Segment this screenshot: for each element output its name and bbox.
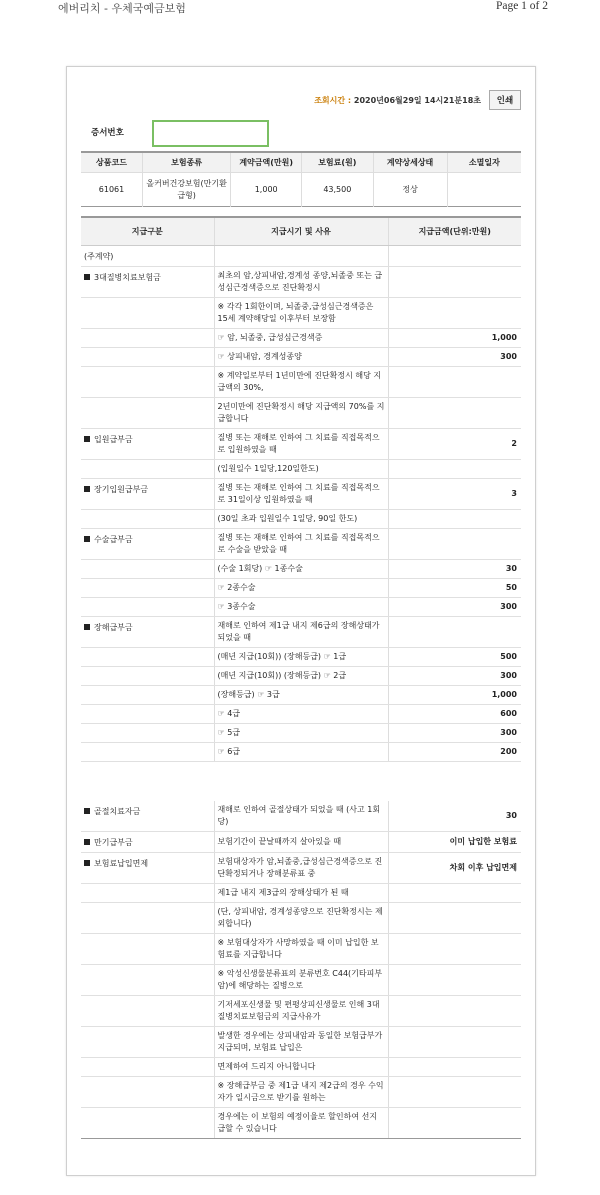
payout-category — [81, 348, 214, 367]
payout-reason: (단, 상피내암, 경계성종양으로 진단확정시는 제외합니다) — [214, 903, 388, 934]
payout-amount: 500 — [388, 648, 521, 667]
payout-row — [81, 329, 521, 348]
payout-category — [81, 1077, 214, 1108]
premium: 43,500 — [302, 173, 373, 207]
payout-row — [81, 724, 521, 743]
payout-reason: 보험대상자가 암,뇌졸중,급성심근경색증으로 진단확정되거나 장해분류표 중 — [214, 853, 388, 884]
col-payout-category: 지급구분 — [81, 217, 214, 246]
payout-row — [81, 934, 521, 965]
payout-amount: 300 — [388, 667, 521, 686]
payout-reason — [214, 246, 388, 267]
payout-amount — [388, 903, 521, 934]
payout-category — [81, 429, 214, 460]
payout-category-label: 보험료납입면제 — [94, 859, 149, 868]
certificate-row — [81, 119, 521, 149]
payout-amount — [388, 617, 521, 648]
payout-reason: (수술 1회당) ☞ 1종수술 — [214, 560, 388, 579]
payout-amount: 200 — [388, 743, 521, 762]
payout-amount — [388, 298, 521, 329]
payout-amount — [388, 884, 521, 903]
payout-table-continued — [81, 801, 521, 1139]
print-header-title: 에버리치 - 우체국예금보험 — [58, 2, 186, 15]
payout-category — [81, 965, 214, 996]
payout-reason: ☞ 3종수술 — [214, 598, 388, 617]
payout-category-label: 골절치료자금 — [94, 807, 141, 816]
payout-amount: 50 — [388, 579, 521, 598]
payout-category — [81, 686, 214, 705]
expiry-date — [447, 173, 521, 207]
payout-reason: ☞ 상피내암, 경계성종양 — [214, 348, 388, 367]
payout-amount: 600 — [388, 705, 521, 724]
payout-category — [81, 934, 214, 965]
payout-category — [81, 398, 214, 429]
payout-reason: ☞ 5급 — [214, 724, 388, 743]
payout-amount — [388, 1108, 521, 1139]
payout-category — [81, 801, 214, 832]
payout-category — [81, 667, 214, 686]
payout-reason: 경우에는 이 보험의 예정이율로 할인하여 선지급할 수 있습니다 — [214, 1108, 388, 1139]
payout-row — [81, 367, 521, 398]
payout-row — [81, 460, 521, 479]
payout-reason: ※ 보험대상자가 사망하였을 때 이미 납입한 보험료를 지급합니다 — [214, 934, 388, 965]
inquiry-time-value: 2020년06월29일 14시21분18초 — [353, 96, 481, 105]
payout-reason: 재해로 인하여 골절상태가 되었을 때 (사고 1회당) — [214, 801, 388, 832]
payout-category — [81, 903, 214, 934]
payout-reason: 2년미만에 진단확정시 해당 지급액의 70%를 지급합니다 — [214, 398, 388, 429]
square-bullet-icon — [84, 536, 90, 542]
col-contract-amount: 계약금액(만원) — [231, 152, 302, 173]
payout-category-label: 3대질병치료보험금 — [94, 273, 161, 282]
payout-row — [81, 965, 521, 996]
payout-category — [81, 1027, 214, 1058]
payout-reason: (입원일수 1일당,120일한도) — [214, 460, 388, 479]
payout-reason: 재해로 인하여 제1급 내지 제6급의 장해상태가 되었을 때 — [214, 617, 388, 648]
square-bullet-icon — [84, 624, 90, 630]
payout-row — [81, 398, 521, 429]
payout-row — [81, 1077, 521, 1108]
payout-row — [81, 429, 521, 460]
col-payout-reason: 지급시기 및 사유 — [214, 217, 388, 246]
payout-amount: 3 — [388, 479, 521, 510]
payout-reason: 보험기간이 끝날때까지 살아있을 때 — [214, 832, 388, 853]
payout-row — [81, 246, 521, 267]
payout-category — [81, 579, 214, 598]
payout-category — [81, 460, 214, 479]
payout-category — [81, 743, 214, 762]
payout-amount: 300 — [388, 724, 521, 743]
payout-row — [81, 479, 521, 510]
payout-reason: ☞ 암, 뇌졸중, 급성심근경색증 — [214, 329, 388, 348]
payout-amount — [388, 398, 521, 429]
payout-reason: ☞ 2종수술 — [214, 579, 388, 598]
payout-category — [81, 617, 214, 648]
square-bullet-icon — [84, 436, 90, 442]
payout-category — [81, 853, 214, 884]
col-product-code: 상품코드 — [81, 152, 143, 173]
product-table-header — [81, 152, 521, 173]
square-bullet-icon — [84, 860, 90, 866]
product-code: 61061 — [98, 184, 125, 194]
payout-row — [81, 510, 521, 529]
col-insurance-type: 보험종류 — [143, 152, 231, 173]
payout-amount — [388, 965, 521, 996]
inquiry-time — [314, 95, 481, 106]
payout-row — [81, 617, 521, 648]
payout-row — [81, 648, 521, 667]
payout-category — [81, 479, 214, 510]
payout-reason: 면제하여 드리지 아니합니다 — [214, 1058, 388, 1077]
payout-reason: 기저세포신생물 및 편평상피신생물로 인해 3대질병치료보험금의 지급사유가 — [214, 996, 388, 1027]
payout-amount: 300 — [388, 598, 521, 617]
payout-category — [81, 367, 214, 398]
payout-amount — [388, 1077, 521, 1108]
payout-row — [81, 996, 521, 1027]
payout-reason: 최초의 암,상피내암,경계성 종양,뇌졸중 또는 급성심근경색증으로 진단확정시 — [214, 267, 388, 298]
payout-row — [81, 1058, 521, 1077]
payout-amount: 300 — [388, 348, 521, 367]
payout-reason: ☞ 6급 — [214, 743, 388, 762]
payout-category — [81, 267, 214, 298]
col-payout-amount: 지급금액(단위:만원) — [388, 217, 521, 246]
payout-category-label: 수술급부금 — [94, 535, 133, 544]
col-premium: 보험료(원) — [302, 152, 373, 173]
payout-amount — [388, 246, 521, 267]
payout-row — [81, 267, 521, 298]
payout-category — [81, 832, 214, 853]
payout-category — [81, 996, 214, 1027]
payout-row — [81, 348, 521, 367]
payout-category — [81, 648, 214, 667]
payout-amount — [388, 267, 521, 298]
payout-category-label: 장해급부금 — [94, 623, 133, 632]
col-expiry-date: 소멸일자 — [447, 152, 521, 173]
payout-category — [81, 884, 214, 903]
payout-category — [81, 560, 214, 579]
payout-category-label: (주계약) — [84, 252, 114, 261]
payout-row — [81, 579, 521, 598]
payout-table — [81, 216, 521, 762]
square-bullet-icon — [84, 808, 90, 814]
payout-reason: (매년 지급(10회)) (장해등급) ☞ 2급 — [214, 667, 388, 686]
certificate-number-field[interactable] — [152, 120, 269, 147]
payout-reason: (30일 초과 입원일수 1일당, 90일 한도) — [214, 510, 388, 529]
payout-category — [81, 705, 214, 724]
payout-reason: ※ 악성신생물분류표의 분류번호 C44(기타피부암)에 해당하는 질병으로 — [214, 965, 388, 996]
contract-status: 정상 — [373, 173, 447, 207]
payout-reason: 발생한 경우에는 상피내암과 동일한 보험급부가 지급되며, 보험료 납입은 — [214, 1027, 388, 1058]
payout-category-label: 만기급부금 — [94, 838, 133, 847]
payout-reason: ※ 계약일로부터 1년미만에 진단확정시 해당 지급액의 30%, — [214, 367, 388, 398]
payout-amount: 30 — [388, 801, 521, 832]
payout-row — [81, 1108, 521, 1139]
payout-category-label: 입원급부금 — [94, 435, 133, 444]
payout-row — [81, 1027, 521, 1058]
payout-row — [81, 884, 521, 903]
payout-row — [81, 686, 521, 705]
payout-reason: (장해등급) ☞ 3급 — [214, 686, 388, 705]
policy-document — [66, 66, 536, 1176]
payout-category — [81, 510, 214, 529]
payout-category-label: 장기입원급부금 — [94, 485, 149, 494]
payout-amount: 1,000 — [388, 686, 521, 705]
payout-category — [81, 529, 214, 560]
payout-row — [81, 853, 521, 884]
payout-reason: ※ 각각 1회한이며, 뇌졸중,급성심근경색증은 15세 계약해당일 이후부터 보장함 — [214, 298, 388, 329]
payout-row — [81, 705, 521, 724]
payout-amount: 30 — [388, 560, 521, 579]
print-button[interactable]: 인쇄 — [489, 90, 521, 110]
payout-amount: 차회 이후 납입면제 — [388, 853, 521, 884]
payout-row — [81, 598, 521, 617]
payout-category — [81, 598, 214, 617]
payout-category — [81, 246, 214, 267]
payout-row — [81, 298, 521, 329]
payout-category — [81, 724, 214, 743]
payout-category — [81, 1108, 214, 1139]
print-header — [0, 0, 600, 20]
payout-row — [81, 560, 521, 579]
payout-amount: 2 — [388, 429, 521, 460]
payout-category — [81, 298, 214, 329]
payout-row — [81, 667, 521, 686]
inquiry-row — [67, 90, 535, 112]
inquiry-time-label: 조회시간 : — [314, 96, 352, 105]
product-table — [81, 151, 521, 207]
square-bullet-icon — [84, 486, 90, 492]
payout-reason: 질병 또는 재해로 인하여 그 치료를 직접목적으로 입원하였을 때 — [214, 429, 388, 460]
payout-reason: 질병 또는 재해로 인하여 그 치료를 직접목적으로 수술을 받았을 때 — [214, 529, 388, 560]
payout-amount — [388, 529, 521, 560]
payout-amount — [388, 367, 521, 398]
certificate-label: 증서번호 — [91, 128, 124, 138]
product-row — [81, 173, 521, 207]
payout-amount — [388, 1058, 521, 1077]
payout-reason: (매년 지급(10회)) (장해등급) ☞ 1급 — [214, 648, 388, 667]
payout-reason: ※ 장해급부금 중 제1급 내지 제2급의 경우 수익자가 일시금으로 받기를 원하는 — [214, 1077, 388, 1108]
square-bullet-icon — [84, 274, 90, 280]
payout-category — [81, 1058, 214, 1077]
payout-reason: 질병 또는 재해로 인하여 그 치료를 직접목적으로 31일이상 입원하였을 때 — [214, 479, 388, 510]
insurance-type: 올커버건강보험(만기환급형) — [143, 173, 231, 207]
payout-row — [81, 832, 521, 853]
payout-table-header — [81, 217, 521, 246]
payout-reason: 제1급 내지 제3급의 장해상태가 된 때 — [214, 884, 388, 903]
payout-row — [81, 743, 521, 762]
payout-amount — [388, 996, 521, 1027]
payout-row — [81, 529, 521, 560]
payout-amount — [388, 934, 521, 965]
payout-category — [81, 329, 214, 348]
payout-amount — [388, 510, 521, 529]
payout-amount: 이미 납입한 보험료 — [388, 832, 521, 853]
col-contract-status: 계약상세상태 — [373, 152, 447, 173]
print-header-page: Page 1 of 2 — [495, 0, 548, 12]
square-bullet-icon — [84, 839, 90, 845]
payout-row — [81, 903, 521, 934]
payout-amount: 1,000 — [388, 329, 521, 348]
payout-amount — [388, 1027, 521, 1058]
contract-amount: 1,000 — [231, 173, 302, 207]
payout-row — [81, 801, 521, 832]
payout-reason: ☞ 4급 — [214, 705, 388, 724]
payout-amount — [388, 460, 521, 479]
